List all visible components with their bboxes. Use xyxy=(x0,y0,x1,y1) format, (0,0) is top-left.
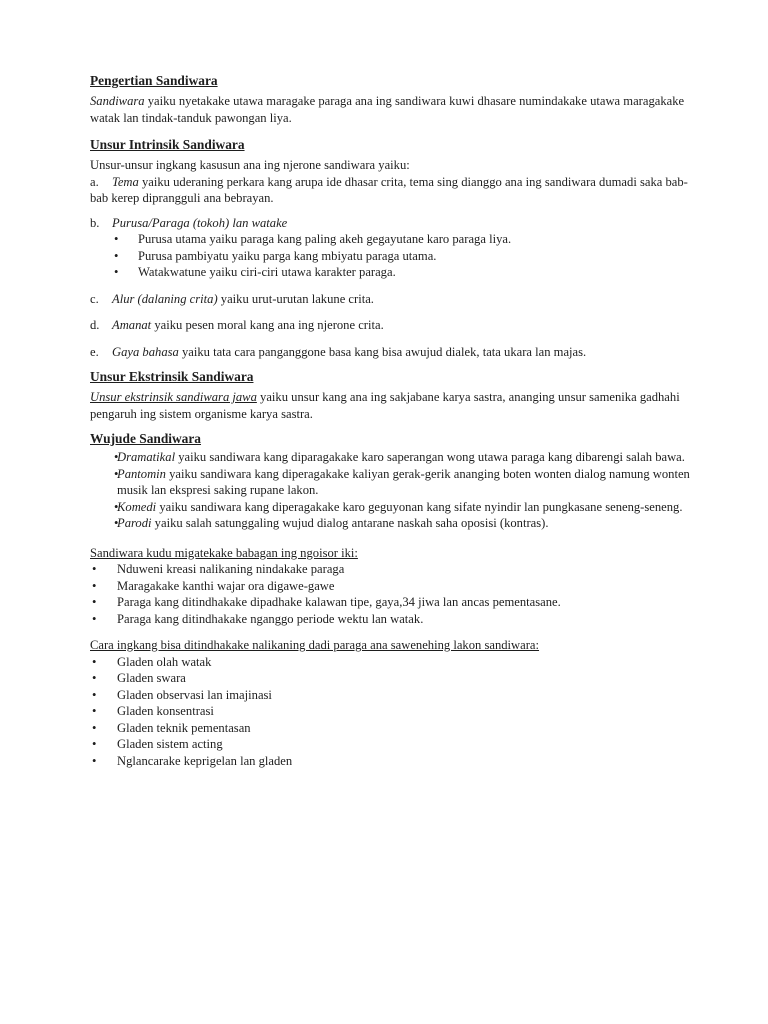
purusa-list xyxy=(90,231,690,281)
list-item: • Gladen sistem acting xyxy=(90,736,690,753)
wujude-list xyxy=(90,449,690,532)
item-b-purusa: b. Purusa/Paraga (tokoh) lan watake xyxy=(90,215,288,230)
list-item: • Paraga kang ditindhakake nganggo periode wektu lan watak. xyxy=(90,611,690,628)
heading-ekstrinsik: Unsur Ekstrinsik Sandiwara xyxy=(90,369,254,384)
list-item: • Nduweni kreasi nalikaning nindakake paraga xyxy=(90,561,690,578)
heading-cara: Cara ingkang bisa ditindhakake nalikaning dadi paraga ana sawenehing lakon sandiwara: xyxy=(90,638,540,652)
paragraph-ekstrinsik: Unsur ekstrinsik sandiwara jawa yaiku unsur kang ana ing sakjabane karya sastra, ananging unsur samenika gadhahi pengaruh ing sistem organisme karya sastra. xyxy=(90,390,680,421)
migatekake-list xyxy=(90,561,690,627)
paragraph-pengertian: Sandiwara yaiku nyetakake utawa maragake paraga ana ing sandiwara kuwi dhasare numindakake utawa maragakake watak lan tindak-tanduk pawongan liya. xyxy=(90,94,685,125)
list-item: • Gladen teknik pementasan xyxy=(90,720,690,737)
list-item: • Pantomin yaiku sandiwara kang diperagakake kaliyan gerak-gerik ananging boten wonten dialog namung wonten musik lan ekspresi saking rupane lakon. xyxy=(90,466,690,499)
item-c-alur: c. Alur (dalaning crita) yaiku urut-urutan lakune crita. xyxy=(90,291,374,306)
list-item: • Gladen olah watak xyxy=(90,654,690,671)
item-a-tema: a. Tema yaiku uderaning perkara kang arupa ide dhasar crita, tema sing dianggo ana ing sandiwara dumadi saka bab-bab kerep diprangguli ana bebrayan. xyxy=(90,174,688,205)
list-item: • Gladen konsentrasi xyxy=(90,703,690,720)
heading-wujude: Wujude Sandiwara xyxy=(90,431,202,446)
cara-list xyxy=(90,654,690,770)
heading-pengertian: Pengertian Sandiwara xyxy=(90,73,218,88)
list-item: • Gladen observasi lan imajinasi xyxy=(90,687,690,704)
item-d-amanat: d. Amanat yaiku pesen moral kang ana ing njerone crita. xyxy=(90,318,384,332)
item-e-gaya-bahasa: e. Gaya bahasa yaiku tata cara panganggone basa kang bisa awujud dialek, tata ukara lan majas. xyxy=(90,344,587,359)
list-item: • Paraga kang ditindhakake dipadhake kalawan tipe, gaya,34 jiwa lan ancas pementasane. xyxy=(90,594,690,611)
list-item: • Nglancarake keprigelan lan gladen xyxy=(90,753,690,770)
heading-intrinsik: Unsur Intrinsik Sandiwara xyxy=(90,137,245,152)
list-item: • Komedi yaiku sandiwara kang diperagakake karo geguyonan kang sifate nyindir lan pungkasane seneng-seneng. xyxy=(90,499,690,516)
list-item: • Maragakake kanthi wajar ora digawe-gawe xyxy=(90,578,690,595)
heading-migatekake: Sandiwara kudu migatekake babagan ing ngoisor iki: xyxy=(90,545,358,560)
list-item: • Purusa utama yaiku paraga kang paling akeh gegayutane karo paraga liya. xyxy=(90,231,690,248)
list-item: • Purusa pambiyatu yaiku parga kang mbiyatu paraga utama. xyxy=(90,248,690,265)
document-page xyxy=(90,72,690,769)
list-item: • Parodi yaiku salah satunggaling wujud dialog antarane naskah saha oposisi (kontras). xyxy=(90,515,690,532)
paragraph-intrinsik-intro: Unsur-unsur ingkang kasusun ana ing njerone sandiwara yaiku: xyxy=(90,158,410,172)
list-item: • Watakwatune yaiku ciri-ciri utawa karakter paraga. xyxy=(90,264,690,281)
list-item: • Dramatikal yaiku sandiwara kang diparagakake karo saperangan wong utawa paraga kang dibarengi salah bawa. xyxy=(90,449,690,466)
term: Sandiwara xyxy=(90,94,145,108)
list-item: • Gladen swara xyxy=(90,670,690,687)
